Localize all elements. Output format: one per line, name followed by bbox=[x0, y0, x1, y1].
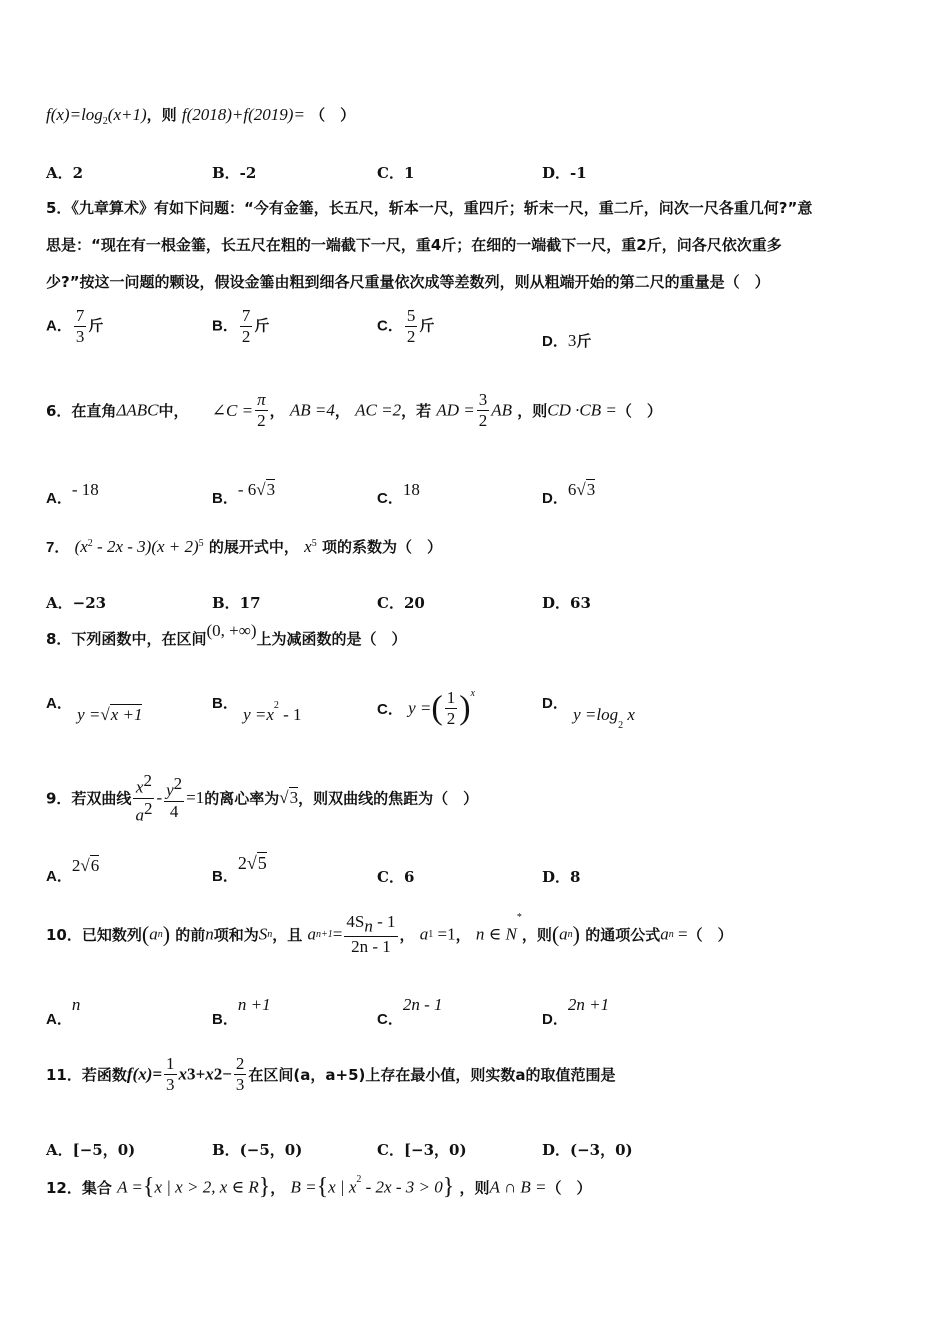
q11-stem: 11．若函数f(x)= $\frac{1}{3}$ x3+x2− $\frac{2}{3}$ 在区间(a，a+5)上存在最小值，则实数a的取值范围是 bbox=[46, 1054, 616, 1094]
q6-stem: 6．在直角ΔABC中， ∠C = $\frac{\pi}{2}$ ， AB =4， AC =2，若 AD = $\frac{3}{2}$ AB ，则CD ·CB =（ ） bbox=[46, 390, 662, 430]
q6-option-a-value: - 18 bbox=[71, 480, 99, 499]
q6-option-b-label: B． bbox=[212, 490, 238, 507]
q7-num: 7． bbox=[46, 539, 70, 556]
q4-paren: （ ） bbox=[310, 106, 356, 124]
q5-option-d-label: D． bbox=[542, 333, 568, 350]
q9-option-d[interactable]: D．8 bbox=[542, 868, 581, 886]
q10-text-c: 项和为 bbox=[213, 926, 259, 945]
q9-option-a[interactable]: A．2√6 bbox=[46, 856, 100, 885]
q6-option-d[interactable]: D．6√3 bbox=[542, 480, 596, 507]
q6-option-c-value: 18 bbox=[402, 480, 420, 499]
q5-option-b[interactable] bbox=[212, 306, 269, 347]
q11-two-thirds: $\frac{2}{3}$ bbox=[235, 1054, 245, 1094]
q9-option-b[interactable]: B．2√5 bbox=[212, 853, 267, 885]
q8-text-b: 上为减函数的是（ ） bbox=[256, 630, 407, 648]
q10-text-b: 的前 bbox=[175, 926, 206, 945]
q9-text-c: ，则双曲线的焦距为（ ） bbox=[298, 789, 479, 808]
q10-option-b-value: n +1 bbox=[237, 995, 271, 1014]
q6-ab-vector: AB bbox=[491, 400, 512, 420]
q4-option-a[interactable]: A．2 bbox=[46, 164, 84, 182]
q4-arg: (x+1) bbox=[107, 105, 147, 124]
q4-expr: f(2018)+f(2019)= bbox=[181, 105, 305, 124]
q8-option-d-arg: x bbox=[623, 705, 635, 724]
q6-option-a-label: A． bbox=[46, 490, 72, 507]
q9-text-a: 9．若双曲线 bbox=[46, 789, 132, 808]
q7-expr-b: - 2x - 3)(x + 2) bbox=[92, 537, 199, 556]
q9-option-b-label: B． bbox=[212, 868, 238, 885]
q10-paren: （ ） bbox=[687, 926, 733, 945]
q9-sqrt3: 3 bbox=[289, 788, 299, 808]
q10-option-b-label: B． bbox=[212, 1011, 238, 1028]
q6-angle: ∠C = bbox=[211, 400, 254, 420]
q11-text-b: 在区间(a，a+5)上存在最小值，则实数a的取值范围是 bbox=[248, 1066, 616, 1084]
q6-ab: AB =4 bbox=[289, 400, 335, 420]
q5-option-a[interactable] bbox=[46, 306, 103, 347]
q4-then: ，则 bbox=[146, 106, 177, 124]
q6-paren: （ ） bbox=[616, 402, 662, 420]
q7-option-d[interactable]: D．63 bbox=[542, 594, 591, 612]
q5-line-3: 少?”按这一问题的颗设，假设金箠由粗到细各尺重量依次成等差数列，则从粗端开始的第二尺的重量是（ ） bbox=[46, 273, 770, 291]
q10-option-a[interactable] bbox=[46, 994, 81, 1028]
q6-option-b-value: - 6 bbox=[237, 480, 257, 499]
q12-text-b: ，则 bbox=[459, 1179, 490, 1197]
q8-option-d[interactable] bbox=[542, 694, 635, 731]
q8-option-d-expr: y =log bbox=[573, 705, 619, 724]
q10-an: a bbox=[149, 924, 158, 944]
q9-y2-over-4: $\frac{y^2}{4}$ bbox=[166, 774, 183, 821]
q6-option-d-value: 6 bbox=[567, 480, 577, 499]
q8-option-a-radicand: x +1 bbox=[110, 705, 143, 724]
q5-option-b-label: B． bbox=[212, 317, 238, 335]
q4-fx: f(x)=log bbox=[46, 105, 103, 124]
q7-option-c[interactable]: C．20 bbox=[377, 594, 425, 612]
q8-option-d-label: D． bbox=[542, 695, 568, 712]
q12-set-a-lhs: A = bbox=[117, 1177, 143, 1197]
q8-text-a: 8．下列函数中，在区间 bbox=[46, 630, 207, 648]
q5-option-d[interactable] bbox=[542, 330, 591, 351]
q5-option-a-label: A． bbox=[46, 317, 72, 335]
q10-option-d-value: 2n +1 bbox=[567, 995, 610, 1014]
q8-option-d-base: 2 bbox=[618, 720, 624, 731]
q9-option-a-label: A． bbox=[46, 868, 72, 885]
q7-exponent: 5 bbox=[198, 538, 204, 549]
q9-minus: - bbox=[156, 788, 163, 808]
q8-option-c[interactable]: C． y =( $\frac{1}{2}$ )$^x$ bbox=[377, 688, 475, 728]
q6-in: 中， bbox=[158, 402, 189, 420]
q10-option-d[interactable] bbox=[542, 994, 610, 1028]
q6-three-halves: $\frac{3}{2}$ bbox=[478, 390, 488, 430]
q10-text-e: ，则 bbox=[521, 926, 552, 945]
q10-n-in-N: n ∈ N bbox=[475, 924, 517, 944]
q5-option-d-unit: 斤 bbox=[576, 332, 592, 350]
q12-set-b-body-a: x | x bbox=[328, 1177, 357, 1197]
q7-option-b[interactable]: B．17 bbox=[212, 594, 261, 612]
q4-option-b[interactable]: B．-2 bbox=[212, 164, 257, 182]
q5-line-1: 5．《九章算术》有如下问题：“今有金箠，长五尺，斩本一尺，重四斤；斩末一尺，重二斤，问次一尺各重几何?”意 bbox=[46, 199, 813, 217]
q8-option-a[interactable]: A． y =√x +1 bbox=[46, 695, 143, 724]
q7-option-a[interactable]: A．−23 bbox=[46, 594, 107, 612]
q6-option-a[interactable] bbox=[46, 479, 99, 507]
q6-option-d-radicand: 3 bbox=[586, 480, 596, 499]
q10-an1: a bbox=[307, 924, 317, 944]
q11-option-d[interactable]: D．(−3，0) bbox=[542, 1141, 633, 1159]
q4-stem bbox=[46, 104, 355, 127]
q5-option-a-unit: 斤 bbox=[88, 316, 104, 335]
q5-option-d-value: 3 bbox=[567, 331, 577, 350]
q10-n: n bbox=[205, 924, 214, 944]
q9-text-b: 的离心率为 bbox=[204, 789, 280, 808]
q8-option-b-label: B． bbox=[212, 695, 238, 712]
q6-option-c[interactable] bbox=[377, 479, 420, 507]
q10-option-d-label: D． bbox=[542, 1011, 568, 1028]
q10-option-c-value: 2n - 1 bbox=[402, 995, 443, 1014]
q6-if: ，若 bbox=[401, 402, 432, 420]
q8-option-c-exponent: x bbox=[470, 688, 475, 699]
q9-eq-1: =1 bbox=[186, 788, 205, 808]
q4-log-base: 2 bbox=[102, 116, 108, 127]
q6-pi-over-2: $\frac{\pi}{2}$ bbox=[257, 390, 266, 430]
q12-intersection: A ∩ B = bbox=[489, 1177, 547, 1197]
q12-set-b-lhs: B = bbox=[290, 1177, 317, 1197]
q4-option-d[interactable]: D．-1 bbox=[542, 164, 587, 182]
q8-option-b-expr: y =x bbox=[243, 705, 274, 724]
q7-text: 的展开式中， bbox=[208, 538, 299, 556]
q8-option-c-lhs: y = bbox=[408, 698, 432, 718]
q10-option-a-label: A． bbox=[46, 1011, 72, 1028]
q12-paren: （ ） bbox=[546, 1179, 592, 1197]
q5-line-2: 思是：“现在有一根金箠，长五尺在粗的一端截下一尺，重4斤；在细的一端截下一尺，重2斤，问各尺依次重多 bbox=[46, 236, 782, 254]
q9-option-c[interactable]: C．6 bbox=[377, 868, 415, 886]
q12-text-a: 12．集合 bbox=[46, 1179, 112, 1197]
q12-stem: 12．集合 A ={x | x > 2, x ∈ R}， B ={x | $x^2 - 2x - 3 > 0$} ，则A ∩ B =（ ） bbox=[46, 1174, 592, 1200]
q9-option-a-radicand: 6 bbox=[90, 856, 100, 875]
q10-sn: S bbox=[258, 924, 268, 944]
q6-num: 6．在直角 bbox=[46, 402, 117, 420]
q5-option-b-unit: 斤 bbox=[254, 316, 270, 335]
q5-option-c-fraction: $\frac{5}{2}$ bbox=[406, 306, 416, 346]
q6-option-c-label: C． bbox=[377, 490, 403, 507]
q11-one-third: $\frac{1}{3}$ bbox=[166, 1054, 175, 1094]
q7-text-2: 项的系数为（ ） bbox=[321, 538, 442, 556]
q11-text-a: 11．若函数 bbox=[46, 1066, 127, 1084]
q7-expr-a: (x bbox=[74, 537, 88, 556]
q4-option-c[interactable]: C．1 bbox=[377, 164, 415, 182]
q10-text-a: 10．已知数列 bbox=[46, 926, 142, 945]
q10-option-c[interactable] bbox=[377, 994, 443, 1028]
q10-option-c-label: C． bbox=[377, 1011, 403, 1028]
q8-option-a-lhs: y = bbox=[77, 705, 101, 724]
q10-text-f: 的通项公式 bbox=[585, 926, 661, 945]
q6-option-d-label: D． bbox=[542, 490, 568, 507]
q6-option-b-radicand: 3 bbox=[266, 480, 276, 499]
q6-then: ，则 bbox=[517, 402, 548, 420]
q6-option-b[interactable]: B．- 6√3 bbox=[212, 480, 276, 507]
q9-x2-over-a2: $\frac{x^2}{a^2}$ bbox=[135, 771, 153, 825]
q11-option-a[interactable]: A．[−5，0) bbox=[46, 1141, 136, 1159]
q6-ad: AD = bbox=[436, 400, 475, 420]
q6-dot-product: CD ·CB = bbox=[547, 400, 617, 420]
q7-stem: 7． $(x^2 - 2x - 3)(x + 2)^5$ 的展开式中， $x^5$ 项的系数为（ ） bbox=[46, 537, 442, 556]
q5-option-c-unit: 斤 bbox=[419, 316, 435, 335]
q8-option-c-fraction: $\frac{1}{2}$ bbox=[446, 688, 456, 728]
q10-fraction: $\frac{4S_n - 1}{2n - 1}$ bbox=[346, 912, 396, 957]
q5-option-c[interactable] bbox=[377, 306, 434, 347]
q6-ac: AC =2 bbox=[355, 400, 402, 420]
q10-stem: 10．已知数列(an) 的前n项和为Sn，且 an+1= $\frac{4S_n - 1}{2n - 1}$ ， a1 =1， n ∈ N*，则(an) 的通项公式an =（ ） bbox=[46, 912, 733, 957]
q9-option-b-radicand: 5 bbox=[257, 853, 267, 873]
q8-interval: (0, +∞) bbox=[206, 621, 257, 640]
q12-set-b-body-b: - 2x - 3 > 0 bbox=[361, 1177, 443, 1197]
q12-set-a-body: x | x > 2, x ∈ R bbox=[154, 1177, 259, 1197]
q10-option-b[interactable] bbox=[212, 994, 271, 1028]
q8-option-c-label: C． bbox=[377, 701, 403, 718]
q8-option-b[interactable]: B． $y =x^2 - 1$ bbox=[212, 695, 302, 724]
q8-option-a-label: A． bbox=[46, 695, 72, 712]
q9-option-a-coef: 2 bbox=[71, 856, 81, 875]
q10-text-d: ，且 bbox=[272, 926, 303, 945]
q7-x5: x bbox=[304, 537, 312, 556]
q6-triangle: ΔABC bbox=[116, 400, 159, 420]
q8-option-b-tail: - 1 bbox=[278, 705, 302, 724]
q9-option-b-coef: 2 bbox=[237, 853, 247, 873]
q11-option-b[interactable]: B．(−5，0) bbox=[212, 1141, 303, 1159]
q11-option-c[interactable]: C．[−3，0) bbox=[377, 1141, 467, 1159]
q10-a1: a bbox=[419, 924, 429, 944]
q5-option-b-fraction: $\frac{7}{2}$ bbox=[241, 306, 251, 346]
q8-stem bbox=[46, 621, 407, 649]
q9-stem: 9．若双曲线 $\frac{x^2}{a^2}$ - $\frac{y^2}{4}$ =1的离心率为√3，则双曲线的焦距为（ ） bbox=[46, 771, 479, 825]
q5-option-c-label: C． bbox=[377, 317, 403, 335]
q5-option-a-fraction: $\frac{7}{3}$ bbox=[75, 306, 85, 346]
q11-fx: f(x)= bbox=[126, 1064, 163, 1084]
q10-option-a-value: n bbox=[71, 995, 81, 1014]
